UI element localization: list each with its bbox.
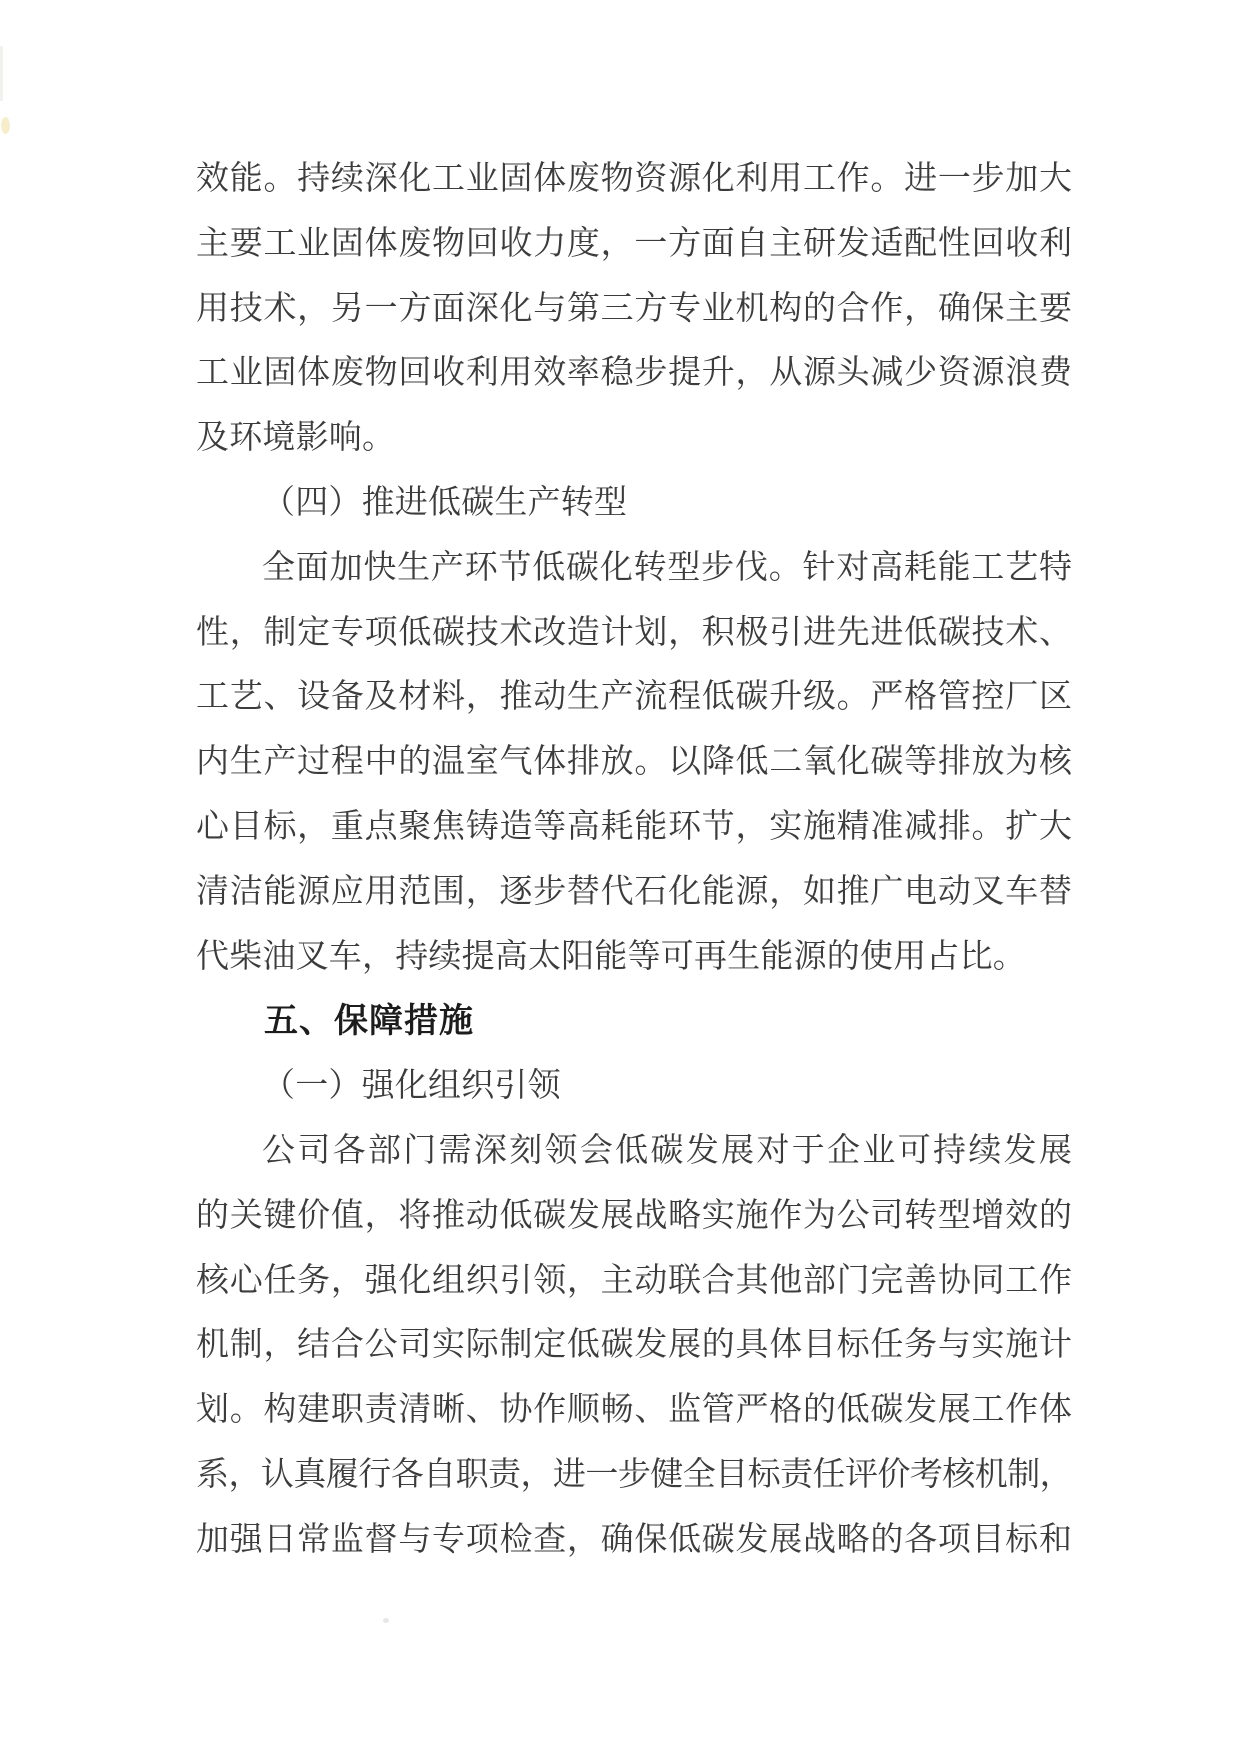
subsection-heading: （一）强化组织引领 xyxy=(262,1068,561,1105)
scan-speck xyxy=(383,1618,389,1623)
body-line: 主要工业固体废物回收力度，一方面自主研发适配性回收利 xyxy=(196,225,1072,262)
body-line: 内生产过程中的温室气体排放。以降低二氧化碳等排放为核 xyxy=(196,744,1072,781)
body-line: 核心任务，强化组织引领，主动联合其他部门完善协同工作 xyxy=(196,1262,1072,1299)
body-line: 的关键价值，将推动低碳发展战略实施作为公司转型增效的 xyxy=(196,1197,1072,1234)
scan-smudge-yellow xyxy=(1,117,10,134)
document-body xyxy=(196,147,1072,1573)
body-line: 代柴油叉车，持续提高太阳能等可再生能源的使用占比。 xyxy=(196,938,1026,975)
body-line: 效能。持续深化工业固体废物资源化利用工作。进一步加大 xyxy=(196,161,1072,197)
body-line: 加强日常监督与专项检查，确保低碳发展战略的各项目标和 xyxy=(196,1521,1072,1558)
body-line: 划。构建职责清晰、协作顺畅、监管严格的低碳发展工作体 xyxy=(196,1392,1072,1429)
body-line: 及环境影响。 xyxy=(196,420,396,457)
body-line: 系，认真履行各自职责，进一步健全目标责任评价考核机制， xyxy=(196,1456,1072,1493)
paragraph-first-line: 全面加快生产环节低碳化转型步伐。针对高耗能工艺特 xyxy=(262,549,1072,586)
scan-edge-artifact xyxy=(0,46,3,101)
body-line: 性，制定专项低碳技术改造计划，积极引进先进低碳技术、 xyxy=(196,614,1072,651)
section-heading: 五、保障措施 xyxy=(264,1002,474,1041)
subsection-heading: （四）推进低碳生产转型 xyxy=(262,484,628,521)
body-line: 机制，结合公司实际制定低碳发展的具体目标任务与实施计 xyxy=(196,1327,1072,1364)
body-line: 工业固体废物回收利用效率稳步提升，从源头减少资源浪费 xyxy=(196,355,1072,392)
body-line: 工艺、设备及材料，推动生产流程低碳升级。严格管控厂区 xyxy=(196,679,1072,716)
paragraph-first-line: 公司各部门需深刻领会低碳发展对于企业可持续发展 xyxy=(262,1132,1072,1169)
body-line: 清洁能源应用范围，逐步替代石化能源，如推广电动叉车替 xyxy=(196,873,1072,910)
body-line: 心目标，重点聚焦铸造等高耗能环节，实施精准减排。扩大 xyxy=(196,808,1072,845)
body-line: 用技术，另一方面深化与第三方专业机构的合作，确保主要 xyxy=(196,290,1072,327)
